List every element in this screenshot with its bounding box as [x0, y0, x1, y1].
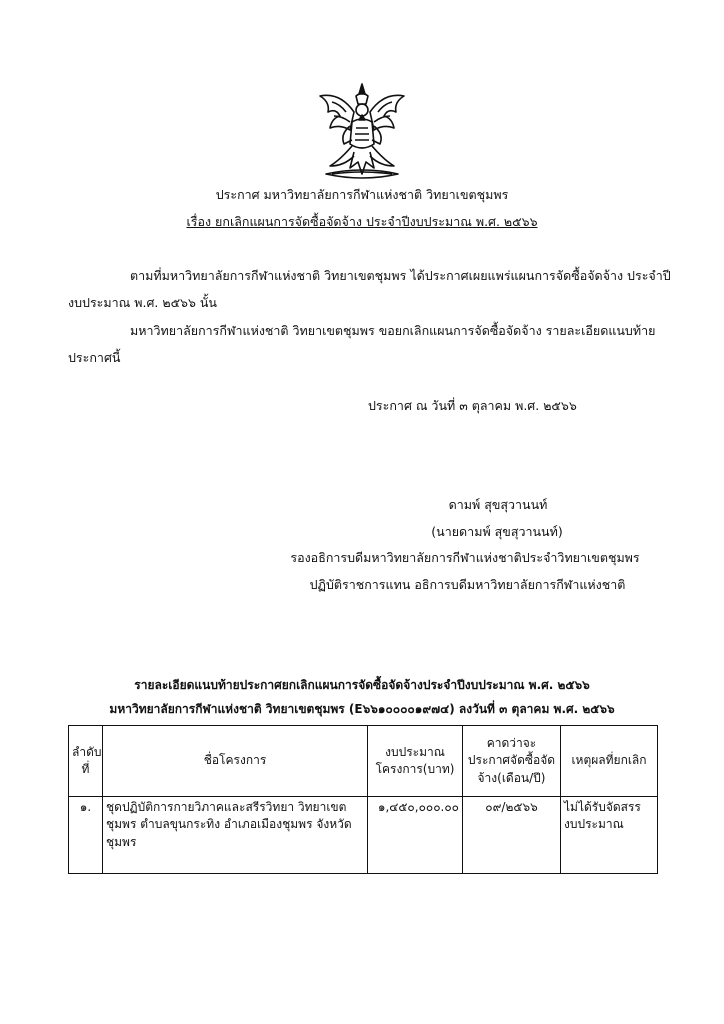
- paragraph-1-line-2: งบประมาณ พ.ศ. ๒๕๖๖ นั้น: [68, 295, 217, 310]
- column-header-reason: เหตุผลที่ยกเลิก: [561, 726, 658, 797]
- subject-text: เรื่อง ยกเลิกแผนการจัดซื้อจัดจ้าง ประจำปีงบประมาณ พ.ศ. ๒๕๖๖: [186, 214, 538, 229]
- table-row: [69, 797, 658, 874]
- announcement-subject: [0, 214, 724, 230]
- paragraph-1-line-1: ตามที่มหาวิทยาลัยการกีฬาแห่งชาติ วิทยาเขตชุมพร ได้ประกาศเผยแพร่แผนการจัดซื้อจัดจ้าง ประจำปี: [130, 268, 671, 283]
- column-header-expected: คาดว่าจะประกาศจัดซื้อจัดจ้าง(เดือน/ปี): [463, 726, 561, 797]
- column-header-budget: งบประมาณโครงการ(บาท): [368, 726, 463, 797]
- garuda-emblem-icon: [310, 82, 414, 182]
- cell-reason: ไม่ได้รับจัดสรรงบประมาณ: [561, 797, 658, 874]
- attachment-heading: รายละเอียดแนบท้ายประกาศยกเลิกแผนการจัดซื้อจัดจ้างประจำปีงบประมาณ พ.ศ. ๒๕๖๖: [134, 678, 590, 692]
- signer-full-name: (นายดามพ์ สุขสุวานนท์): [431, 524, 563, 539]
- cell-project: ชุดปฏิบัติการกายวิภาคและสรีรวิทยา วิทยาเขตชุมพร ตำบลขุนกระทิง อำเภอเมืองชุมพร จังหวัดชุมพร: [103, 797, 368, 874]
- cell-no: ๑.: [69, 797, 103, 874]
- table-header-row: [69, 726, 658, 797]
- attachment-subheading: มหาวิทยาลัยการกีฬาแห่งชาติ วิทยาเขตชุมพร (E๖๖๑๐๐๐๐๑๙๗๔) ลงวันที่ ๓ ตุลาคม พ.ศ. ๒๕๖๖: [109, 702, 615, 716]
- signer-acting: ปฏิบัติราชการแทน อธิการบดีมหาวิทยาลัยการกีฬาแห่งชาติ: [309, 577, 626, 592]
- cancelled-plan-table: [68, 725, 658, 874]
- cell-budget: ๑,๔๕๐,๐๐๐.๐๐: [368, 797, 463, 874]
- cell-expected: ๐๙/๒๕๖๖: [463, 797, 561, 874]
- announcement-date: ประกาศ ณ วันที่ ๓ ตุลาคม พ.ศ. ๒๕๖๖: [368, 398, 577, 413]
- announcement-title: ประกาศ มหาวิทยาลัยการกีฬาแห่งชาติ วิทยาเขตชุมพร: [215, 187, 509, 202]
- paragraph-2-line-1: มหาวิทยาลัยการกีฬาแห่งชาติ วิทยาเขตชุมพร ขอยกเลิกแผนการจัดซื้อจัดจ้าง รายละเอียดแนบท้าย: [130, 323, 656, 338]
- signed-name: ดามพ์ สุขสุวานนท์: [448, 497, 548, 512]
- column-header-no: ลำดับที่: [69, 726, 103, 797]
- paragraph-2-line-2: ประกาศนี้: [68, 350, 121, 365]
- signer-position: รองอธิการบดีมหาวิทยาลัยการกีฬาแห่งชาติประจำวิทยาเขตชุมพร: [290, 550, 640, 565]
- column-header-project: ชื่อโครงการ: [103, 726, 368, 797]
